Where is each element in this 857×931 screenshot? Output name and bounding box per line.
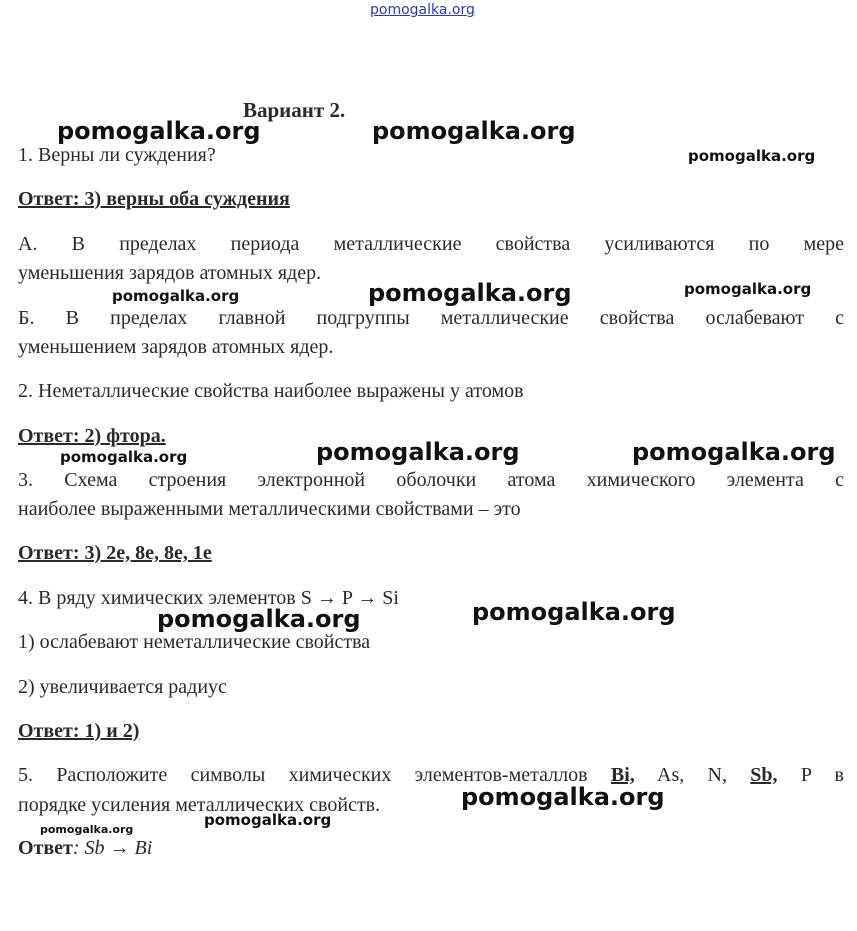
elements-as-n: As, N, <box>657 764 727 786</box>
question-5-text: 5. Расположите символы химических элементов-металлов <box>18 764 588 786</box>
question-5-line-2: порядке усиления металлических свойств. <box>18 794 381 816</box>
question-4-option-2: 2) увеличивается радиус <box>18 676 227 698</box>
answer-2: Ответ: 2) фтора. <box>18 425 166 447</box>
watermark: pomogalka.org <box>157 605 361 633</box>
question-3-line-1: 3. Схема строения электронной оболочки атома химического элемента с <box>18 469 844 491</box>
answer-3: Ответ: 3) 2e, 8e, 8e, 1e <box>18 542 212 564</box>
watermark: pomogalka.org <box>40 823 134 836</box>
watermark: pomogalka.org <box>461 783 665 811</box>
watermark: pomogalka.org <box>60 448 188 466</box>
statement-a-line-1: А. В пределах периода металлические свойства усиливаются по мере <box>18 233 844 255</box>
watermark: pomogalka.org <box>112 287 240 305</box>
statement-b-line-1: Б. В пределах главной подгруппы металлические свойства ослабевают с <box>18 307 844 329</box>
answer-5-value: : Sb → Bi <box>72 837 153 859</box>
site-link[interactable]: pomogalka.org <box>370 2 475 18</box>
watermark: pomogalka.org <box>204 811 332 829</box>
question-1: 1. Верны ли суждения? <box>18 144 216 166</box>
watermark: pomogalka.org <box>57 117 261 145</box>
question-3-line-2: наиболее выраженными металлическими свойствами – это <box>18 498 521 520</box>
question-4: 4. В ряду химических элементов S → P → Si <box>18 587 399 609</box>
answer-5-label: Ответ <box>18 837 73 859</box>
statement-a-line-2: уменьшения зарядов атомных ядер. <box>18 262 322 284</box>
statement-b-line-2: уменьшением зарядов атомных ядер. <box>18 336 334 358</box>
element-p-tail: P в <box>800 764 844 786</box>
watermark: pomogalka.org <box>688 147 816 165</box>
watermark: pomogalka.org <box>684 280 812 298</box>
watermark: pomogalka.org <box>372 117 576 145</box>
page-title: Вариант 2. <box>243 98 346 122</box>
watermark: pomogalka.org <box>316 438 520 466</box>
element-bi: Bi, <box>610 764 635 786</box>
question-4-option-1: 1) ослабевают неметаллические свойства <box>18 631 371 653</box>
watermark: pomogalka.org <box>368 279 572 307</box>
element-sb: Sb, <box>750 764 778 786</box>
question-2: 2. Неметаллические свойства наиболее выражены у атомов <box>18 380 524 402</box>
question-5-line-1 <box>18 760 844 790</box>
watermark: pomogalka.org <box>632 438 836 466</box>
watermark: pomogalka.org <box>472 598 676 626</box>
answer-1: Ответ: 3) верны оба суждения <box>18 188 290 210</box>
answer-4: Ответ: 1) и 2) <box>18 720 140 742</box>
answer-5 <box>18 833 152 863</box>
